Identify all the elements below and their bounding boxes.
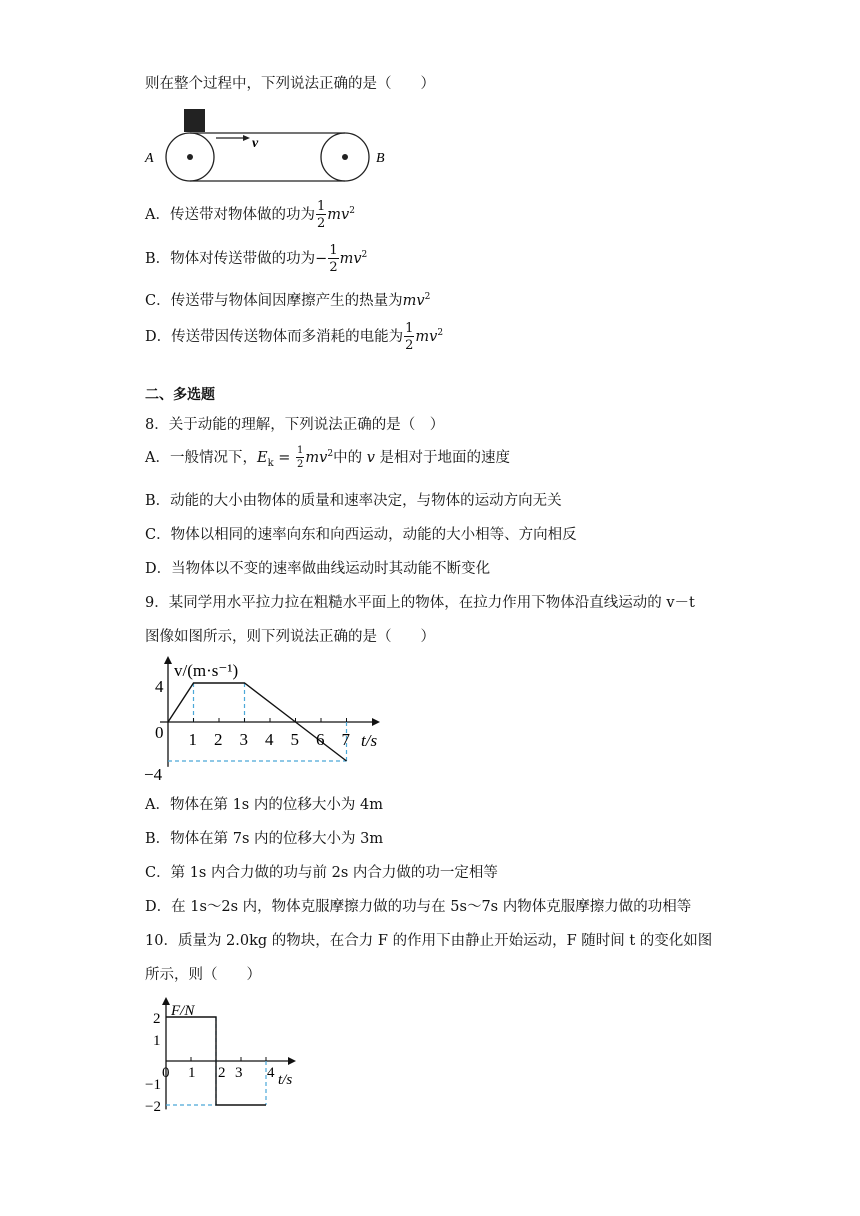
q8-option-a: A．一般情况下，$E_k$ = $\frac{1}{2}$ $mv^2$中的 v 是相对于地面的速度 — [145, 445, 510, 470]
q9-option-c: C．第 1s 内合力做的功与前 2s 内合力做的功一定相等 — [145, 865, 498, 881]
x-axis-label: t/s — [278, 1072, 293, 1088]
x-tick-label: 2 — [214, 730, 223, 749]
x-axis-arrow — [288, 1057, 296, 1065]
y-tick-label: −4 — [144, 765, 163, 784]
q8-option-b: B．动能的大小由物体的质量和速率决定，与物体的运动方向无关 — [145, 493, 562, 509]
x-tick-label: 4 — [267, 1065, 275, 1081]
y-axis-label: F/N — [171, 1003, 195, 1019]
y-tick-label: 4 — [155, 677, 164, 696]
x-tick-label: 3 — [239, 730, 248, 749]
label-v: v — [252, 136, 259, 151]
q9-option-a: A．物体在第 1s 内的位移大小为 4m — [145, 797, 383, 813]
x-tick-label: 0 — [162, 1065, 170, 1081]
x-tick-label: 3 — [235, 1065, 243, 1081]
q9-stem-line1: 9．某同学用水平拉力拉在粗糙水平面上的物体，在拉力作用下物体沿直线运动的 v－t — [145, 595, 695, 611]
x-tick-label: 2 — [218, 1065, 226, 1081]
q8-option-c: C．物体以相同的速率向东和向西运动，动能的大小相等、方向相反 — [145, 527, 577, 543]
q9-stem-line2: 图像如图所示，则下列说法正确的是（ ） — [145, 629, 435, 645]
q7-option-d: D．传送带因传送物体而多消耗的电能为 $\frac{1}{2}$ $mv^2$ — [145, 321, 444, 353]
x-tick-label: 1 — [188, 730, 197, 749]
label-b: B — [376, 151, 385, 166]
x-tick-label: 4 — [265, 730, 274, 749]
x-axis-label: t/s — [361, 731, 378, 750]
q7-option-c: C．传送带与物体间因摩擦产生的热量为$mv^2$ — [145, 292, 431, 309]
x-tick-label: 6 — [316, 730, 325, 749]
x-tick-label: 7 — [341, 730, 350, 749]
section-title: 二、多选题 — [145, 387, 215, 403]
y-tick-label: 2 — [153, 1011, 161, 1027]
q8-stem: 8．关于动能的理解，下列说法正确的是（ ） — [145, 417, 445, 433]
y-tick-label: −1 — [145, 1077, 161, 1093]
label-a: A — [145, 151, 154, 166]
q9-option-b: B．物体在第 7s 内的位移大小为 3m — [145, 831, 384, 847]
y-axis-label: v/(m·s⁻¹) — [174, 661, 239, 680]
q7-option-a: A．传送带对物体做的功为 $\frac{1}{2}$ $mv^2$ — [145, 199, 355, 231]
x-tick-label: 1 — [188, 1065, 196, 1081]
q7-option-b: B．物体对传送带做的功为− $\frac{1}{2}$ $mv^2$ — [145, 243, 368, 275]
q8-option-d: D．当物体以不变的速率做曲线运动时其动能不断变化 — [145, 561, 491, 577]
y-tick-label: 0 — [155, 723, 164, 742]
x-tick-label: 5 — [290, 730, 299, 749]
q7-stem: 则在整个过程中，下列说法正确的是（ ） — [145, 76, 435, 92]
q10-stem-line2: 所示，则（ ） — [145, 967, 261, 983]
q9-option-d: D．在 1s～2s 内，物体克服摩擦力做的功与在 5s～7s 内物体克服摩擦力做的功相等 — [145, 899, 692, 915]
y-tick-label: 1 — [153, 1033, 161, 1049]
y-axis-arrow — [162, 997, 170, 1005]
q10-stem-line1: 10．质量为 2.0kg 的物块，在合力 F 的作用下由静止开始运动，F 随时间 t 的变化如图 — [145, 933, 713, 949]
y-tick-label: −2 — [145, 1099, 161, 1115]
